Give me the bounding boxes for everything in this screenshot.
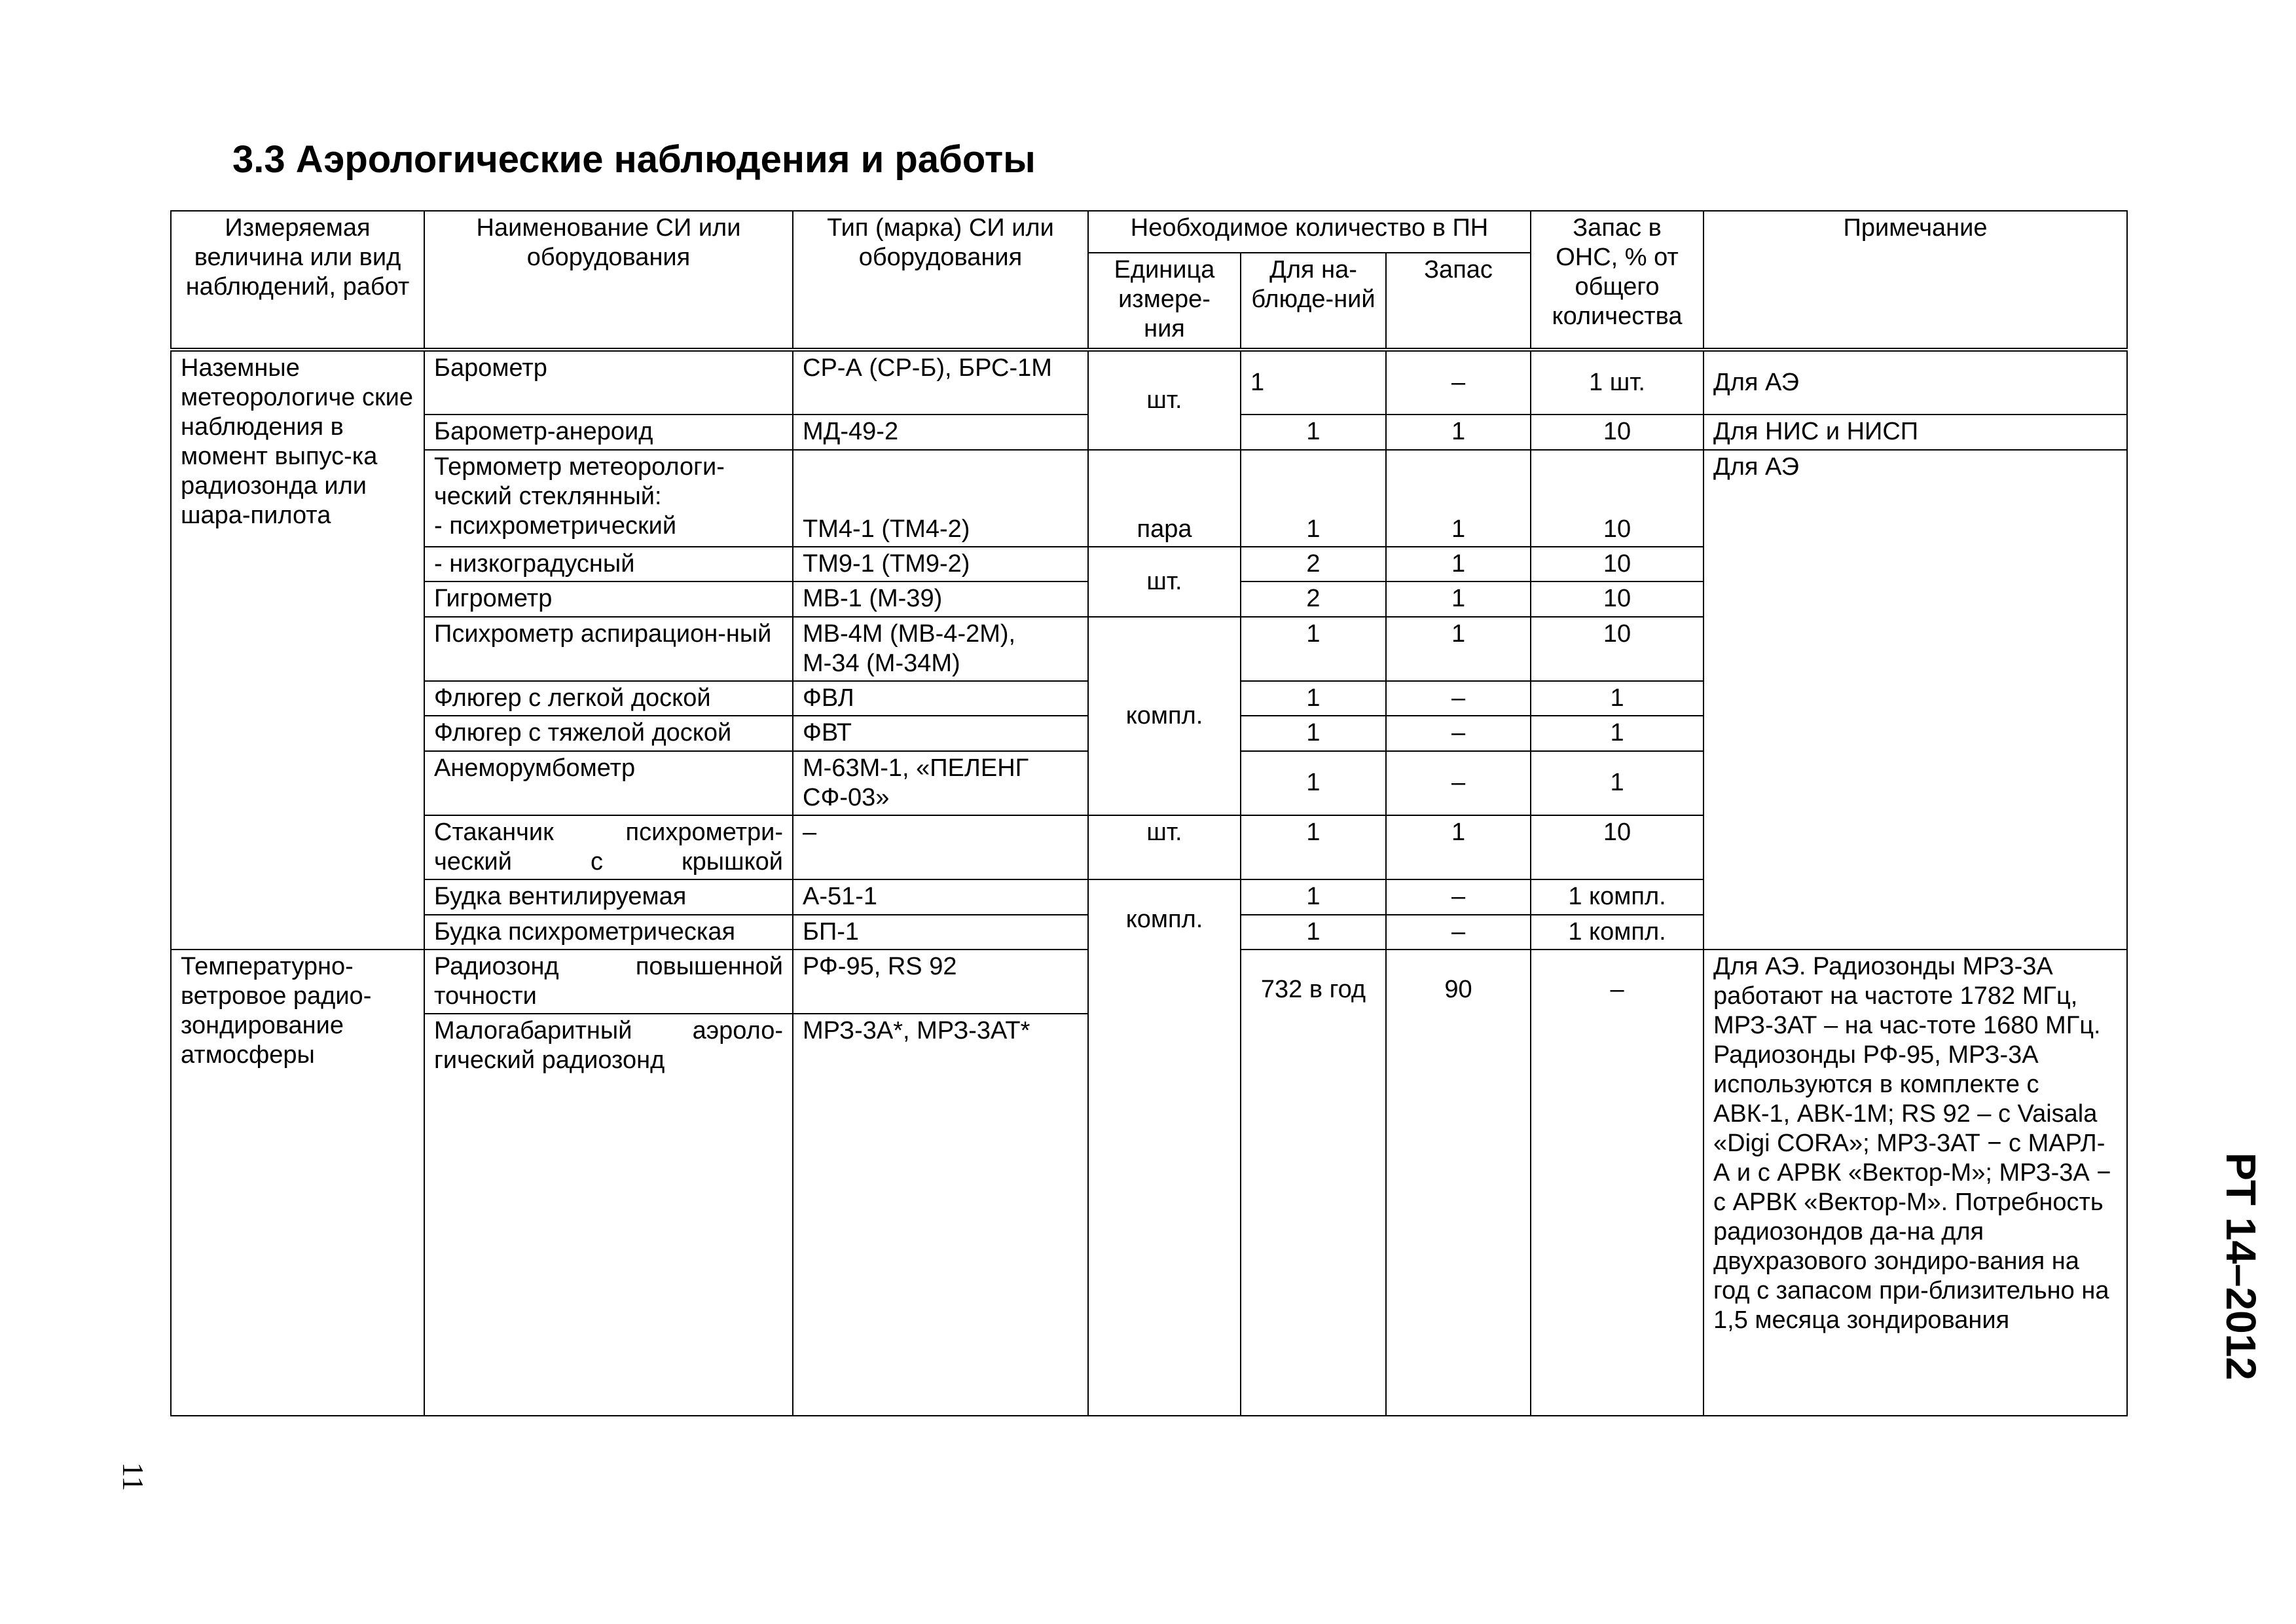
- ons-cell: 10: [1531, 617, 1704, 681]
- ons-cell: 1 шт.: [1531, 350, 1704, 415]
- header-reserve: Запас: [1386, 253, 1531, 350]
- for-obs-cell: 2: [1241, 547, 1386, 581]
- equipment-name: - низкоградусный: [424, 547, 793, 581]
- group-sounding: Температурно-ветровое радио-зондирование атмосферы: [171, 950, 424, 1416]
- equipment-name: Стаканчик психрометри-ческий с крышкой: [424, 815, 793, 879]
- ons-cell: 10: [1531, 450, 1704, 547]
- document-code: РТ 14–2012: [2217, 1153, 2265, 1380]
- header-quantity: Измеряемая величина или вид наблюдений, работ: [171, 211, 424, 350]
- ons-cell: 1: [1531, 751, 1704, 815]
- equipment-name: Будка вентилируемая: [424, 879, 793, 914]
- reserve-cell: 1: [1386, 450, 1531, 547]
- equipment-type: МРЗ-3А*, МРЗ-3АТ*: [793, 1014, 1088, 1416]
- for-obs-cell: 1: [1241, 751, 1386, 815]
- equipment-name-main: Термометр метеорологи-ческий стеклянный:: [434, 452, 725, 510]
- for-obs-cell: 2: [1241, 581, 1386, 616]
- reserve-cell: –: [1386, 915, 1531, 950]
- equipment-type: ФВЛ: [793, 681, 1088, 716]
- reserve-cell: 1: [1386, 581, 1531, 616]
- equipment-name: Гигрометр: [424, 581, 793, 616]
- note-cell: Для АЭ: [1704, 350, 2127, 415]
- unit-cell: шт.: [1088, 350, 1241, 450]
- reserve-cell: 1: [1386, 547, 1531, 581]
- reserve-cell: 90: [1386, 950, 1531, 1416]
- header-needed: Необходимое количество в ПН: [1088, 211, 1531, 253]
- unit-cell: пара: [1088, 450, 1241, 547]
- reserve-cell: –: [1386, 879, 1531, 914]
- section-title: 3.3 Аэрологические наблюдения и работы: [232, 138, 1036, 181]
- equipment-name: Барометр-анероид: [424, 415, 793, 449]
- reserve-cell: –: [1386, 751, 1531, 815]
- ons-cell: 10: [1531, 815, 1704, 879]
- equipment-type: ТМ9-1 (ТМ9-2): [793, 547, 1088, 581]
- table-row: [171, 350, 2127, 415]
- equipment-name: [424, 450, 793, 547]
- ons-cell: –: [1531, 950, 1704, 1416]
- ons-cell: 10: [1531, 547, 1704, 581]
- equipment-type: МД-49-2: [793, 415, 1088, 449]
- ons-cell: 10: [1531, 581, 1704, 616]
- equipment-name: Будка психрометрическая: [424, 915, 793, 950]
- equipment-name: Флюгер с тяжелой доской: [424, 716, 793, 750]
- ons-cell: 1 компл.: [1531, 915, 1704, 950]
- for-obs-cell: 1: [1241, 415, 1386, 449]
- equipment-type: РФ-95, RS 92: [793, 950, 1088, 1014]
- header-name: Наименование СИ или оборудования: [424, 211, 793, 350]
- equipment-name: Малогабаритный аэроло-гический радиозонд: [424, 1014, 793, 1416]
- note-cell: Для АЭ. Радиозонды МРЗ-3А работают на частоте 1782 МГц, МРЗ-3АТ – на час-тоте 1680 МГц. Радиозонды РФ-95, МРЗ-3А используются в комплекте с АВК-1, АВК-1М; RS 92 – с Vaisala «Digi CORA»; МРЗ-3АТ − с МАРЛ-А и с АРВК «Вектор-М»; МРЗ-3А − с АРВК «Вектор-М». Потребность радиозондов да-на для двухразового зондиро-вания на год с запасом при-близительно на 1,5 месяца зондирования: [1704, 950, 2127, 1416]
- equipment-name: Барометр: [424, 350, 793, 415]
- equipment-name: Анеморумбометр: [424, 751, 793, 815]
- group-ground: Наземные метеорологиче ские наблюдения в момент выпус-ка радиозонда или шара-пилота: [171, 350, 424, 950]
- for-obs-cell: 1: [1241, 350, 1386, 415]
- equipment-type: –: [793, 815, 1088, 879]
- note-cell: Для НИС и НИСП: [1704, 415, 2127, 449]
- ons-cell: 10: [1531, 415, 1704, 449]
- header-for-obs: Для на-блюде-ний: [1241, 253, 1386, 350]
- equipment-type: А-51-1: [793, 879, 1088, 914]
- reserve-cell: 1: [1386, 415, 1531, 449]
- unit-cell: шт.: [1088, 547, 1241, 616]
- equipment-name: Флюгер с легкой доской: [424, 681, 793, 716]
- table-row: [171, 450, 2127, 547]
- for-obs-cell: 1: [1241, 681, 1386, 716]
- ons-cell: 1: [1531, 716, 1704, 750]
- page-number: 11: [117, 1462, 150, 1492]
- reserve-cell: –: [1386, 716, 1531, 750]
- for-obs-cell: 1: [1241, 617, 1386, 681]
- equipment-type: МВ-4М (МВ-4-2М), М-34 (М-34М): [793, 617, 1088, 681]
- equipment-type: МВ-1 (М-39): [793, 581, 1088, 616]
- for-obs-cell: 1: [1241, 879, 1386, 914]
- equipment-type: СР-А (СР-Б), БРС-1М: [793, 350, 1088, 415]
- header-note: Примечание: [1704, 211, 2127, 350]
- equipment-type: ТМ4-1 (ТМ4-2): [793, 450, 1088, 547]
- reserve-cell: –: [1386, 681, 1531, 716]
- header-type: Тип (марка) СИ или оборудования: [793, 211, 1088, 350]
- reserve-cell: –: [1386, 350, 1531, 415]
- unit-cell: шт.: [1088, 815, 1241, 879]
- ons-cell: 1: [1531, 681, 1704, 716]
- unit-cell: компл.: [1088, 617, 1241, 815]
- equipment-name-sub: - психрометрический: [434, 511, 677, 540]
- equipment-type: М-63М-1, «ПЕЛЕНГ СФ-03»: [793, 751, 1088, 815]
- equipment-type: ФВТ: [793, 716, 1088, 750]
- header-ons: Запас в ОНС, % от общего количества: [1531, 211, 1704, 350]
- reserve-cell: 1: [1386, 815, 1531, 879]
- for-obs-cell: 1: [1241, 716, 1386, 750]
- ons-cell: 1 компл.: [1531, 879, 1704, 914]
- equipment-table: [170, 210, 2128, 1416]
- equipment-name: Радиозонд повышенной точности: [424, 950, 793, 1014]
- for-obs-cell: 1: [1241, 450, 1386, 547]
- unit-cell: компл.: [1088, 879, 1241, 1416]
- reserve-cell: 1: [1386, 617, 1531, 681]
- header-unit: Единица измере-ния: [1088, 253, 1241, 350]
- equipment-type: БП-1: [793, 915, 1088, 950]
- for-obs-cell: 732 в год: [1241, 950, 1386, 1416]
- note-cell: Для АЭ: [1704, 450, 2127, 950]
- equipment-name: Психрометр аспирацион-ный: [424, 617, 793, 681]
- for-obs-cell: 1: [1241, 915, 1386, 950]
- for-obs-cell: 1: [1241, 815, 1386, 879]
